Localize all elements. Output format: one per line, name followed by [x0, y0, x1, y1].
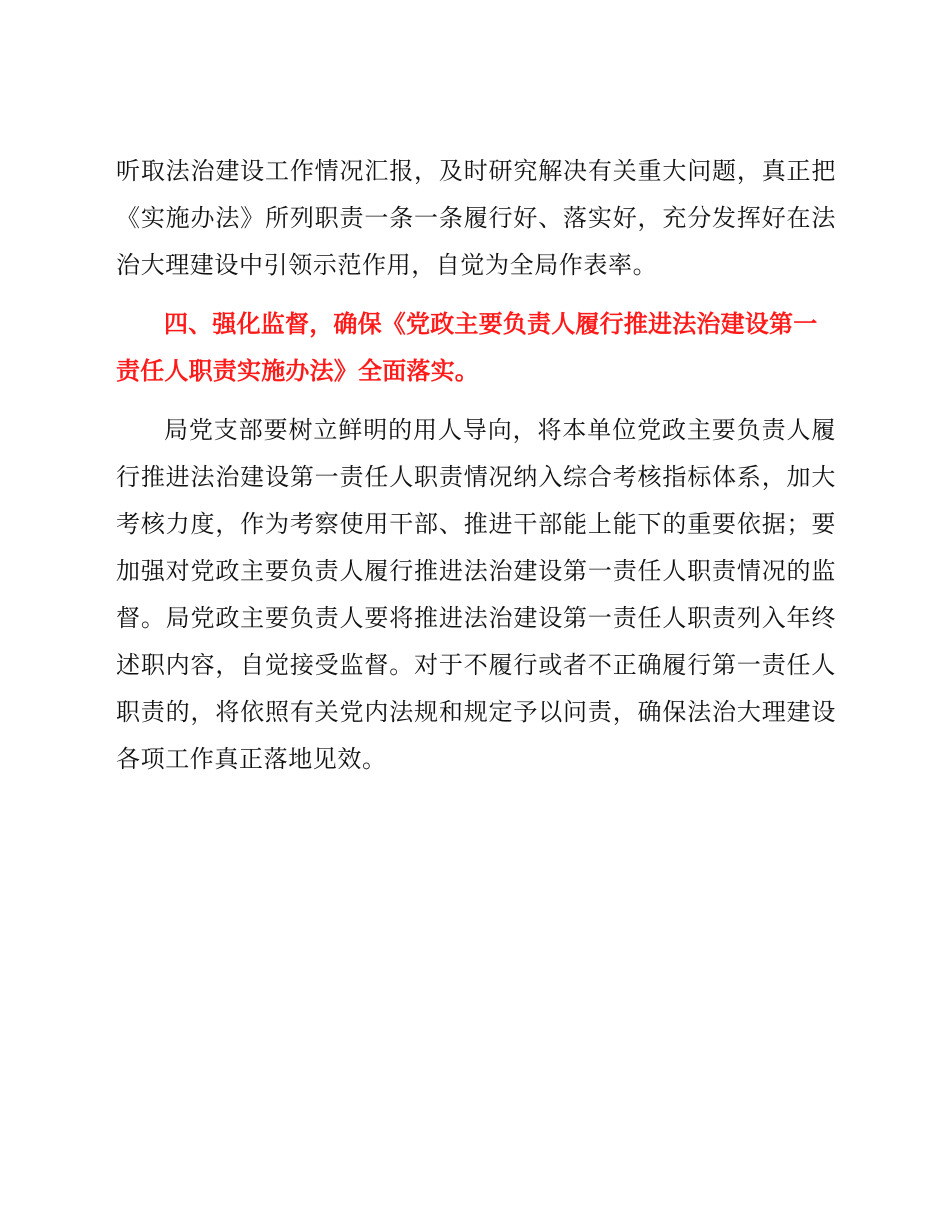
document-body	[116, 148, 836, 783]
continuation-paragraph: 听取法治建设工作情况汇报，及时研究解决有关重大问题，真正把《实施办法》所列职责一条一条履行好、落实好，充分发挥好在法治大理建设中引领示范作用，自觉为全局作表率。	[116, 157, 836, 279]
section-body-paragraph: 局党支部要树立鲜明的用人导向，将本单位党政主要负责人履行推进法治建设第一责任人职责情况纳入综合考核指标体系，加大考核力度，作为考察使用干部、推进干部能上能下的重要依据；要加强对党政主要负责人履行推进法治建设第一责任人职责情况的监督。局党政主要负责人要将推进法治建设第一责任人职责列入年终述职内容，自觉接受监督。对于不履行或者不正确履行第一责任人职责的，将依照有关党内法规和规定予以问责，确保法治大理建设各项工作真正落地见效。	[116, 416, 836, 773]
section-heading: 四、强化监督，确保《党政主要负责人履行推进法治建设第一责任人职责实施办法》全面落实。	[116, 310, 818, 385]
